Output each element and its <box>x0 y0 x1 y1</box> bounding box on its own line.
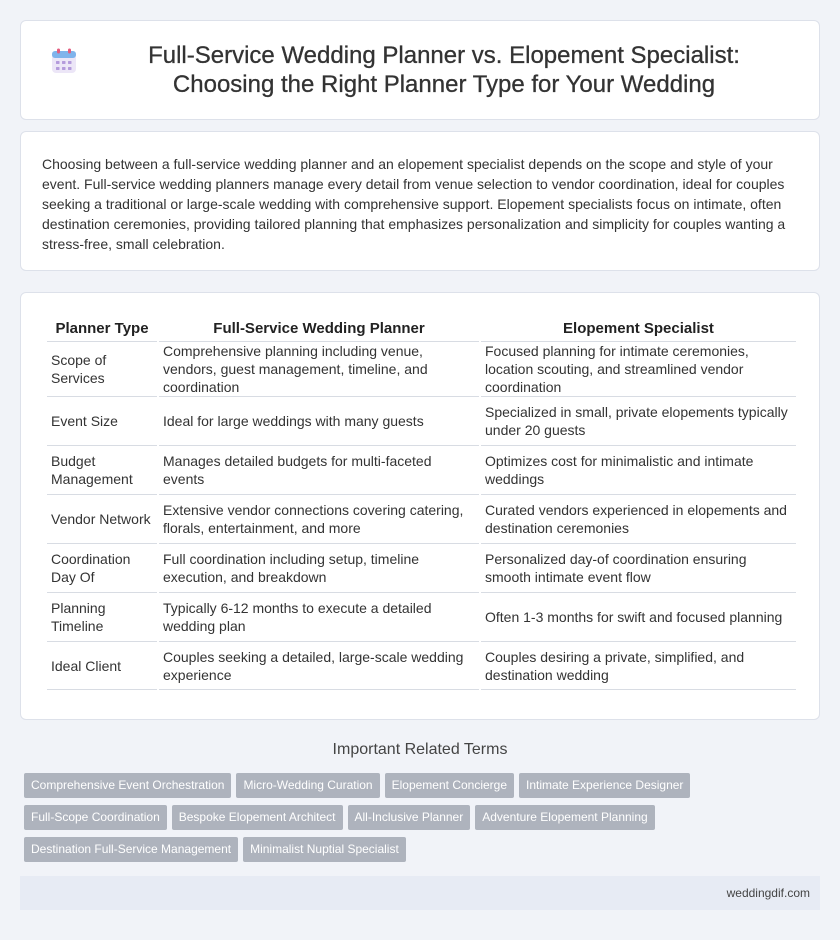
table-cell: Full coordination including setup, timeline execution, and breakdown <box>159 543 479 592</box>
related-term-tag[interactable]: Destination Full-Service Management <box>24 837 238 862</box>
related-term-tag[interactable]: Elopement Concierge <box>385 773 514 798</box>
related-term-tag[interactable]: Adventure Elopement Planning <box>475 805 654 830</box>
table-cell: Manages detailed budgets for multi-faceted events <box>159 445 479 494</box>
intro-card <box>20 131 820 271</box>
table-cell: Couples seeking a detailed, large-scale wedding experience <box>159 641 479 690</box>
table-row <box>47 641 796 690</box>
table-cell: Curated vendors experienced in elopements and destination ceremonies <box>481 494 796 543</box>
table-cell: Extensive vendor connections covering catering, florals, entertainment, and more <box>159 494 479 543</box>
table-row <box>47 445 796 494</box>
intro-paragraph: Choosing between a full-service wedding planner and an elopement specialist depends on the scope and style of your event. Full-service wedding planners manage every detail from venue selection to vendor coordination, ideal for couples seeking a traditional or large-scale wedding with comprehensive support. Elopement specialists focus on intimate, often destination ceremonies, providing tailored planning that emphasizes personalization and simplicity for couples wanting a stress-free, small celebration. <box>42 156 786 252</box>
table-cell: Ideal for large weddings with many guests <box>159 396 479 445</box>
related-term-tag[interactable]: Full-Scope Coordination <box>24 805 167 830</box>
table-header: Elopement Specialist <box>563 319 714 337</box>
calendar-icon <box>51 48 77 74</box>
related-term-tag[interactable]: Micro-Wedding Curation <box>236 773 379 798</box>
related-terms-title: Important Related Terms <box>332 741 508 758</box>
table-cell: Event Size <box>47 396 157 445</box>
related-term-tag[interactable]: Minimalist Nuptial Specialist <box>243 837 406 862</box>
table-row <box>47 341 796 396</box>
table-header: Planner Type <box>55 319 149 337</box>
table-cell: Specialized in small, private elopements typically under 20 guests <box>481 396 796 445</box>
table-cell: Scope of Services <box>47 341 157 396</box>
comparison-table <box>45 317 798 690</box>
table-cell: Typically 6-12 months to execute a detailed wedding plan <box>159 592 479 641</box>
table-row <box>47 494 796 543</box>
related-term-tag[interactable]: All-Inclusive Planner <box>348 805 471 830</box>
footer <box>20 876 820 910</box>
comparison-table-card <box>20 292 820 720</box>
table-cell: Often 1-3 months for swift and focused planning <box>481 592 796 641</box>
table-cell: Optimizes cost for minimalistic and intimate weddings <box>481 445 796 494</box>
related-term-tag[interactable]: Intimate Experience Designer <box>519 773 690 798</box>
related-term-tag[interactable]: Bespoke Elopement Architect <box>172 805 343 830</box>
table-cell: Couples desiring a private, simplified, and destination wedding <box>481 641 796 690</box>
table-cell: Vendor Network <box>47 494 157 543</box>
title-card <box>20 20 820 120</box>
footer-site[interactable]: weddingdif.com <box>726 886 810 900</box>
table-cell: Budget Management <box>47 445 157 494</box>
table-cell: Coordination Day Of <box>47 543 157 592</box>
related-term-tag[interactable]: Comprehensive Event Orchestration <box>24 773 231 798</box>
table-cell: Planning Timeline <box>47 592 157 641</box>
table-cell: Comprehensive planning including venue, vendors, guest management, timeline, and coordination <box>159 341 479 396</box>
table-cell: Ideal Client <box>47 641 157 690</box>
page-title: Full-Service Wedding Planner vs. Elopement Specialist: Choosing the Right Planner Type for Your Wedding <box>148 42 740 98</box>
table-cell: Personalized day-of coordination ensuring smooth intimate event flow <box>481 543 796 592</box>
table-header: Full-Service Wedding Planner <box>213 319 425 337</box>
related-terms-tags <box>24 773 824 869</box>
table-row <box>47 396 796 445</box>
table-row <box>47 543 796 592</box>
table-row <box>47 592 796 641</box>
table-cell: Focused planning for intimate ceremonies, location scouting, and streamlined vendor coordination <box>481 341 796 396</box>
